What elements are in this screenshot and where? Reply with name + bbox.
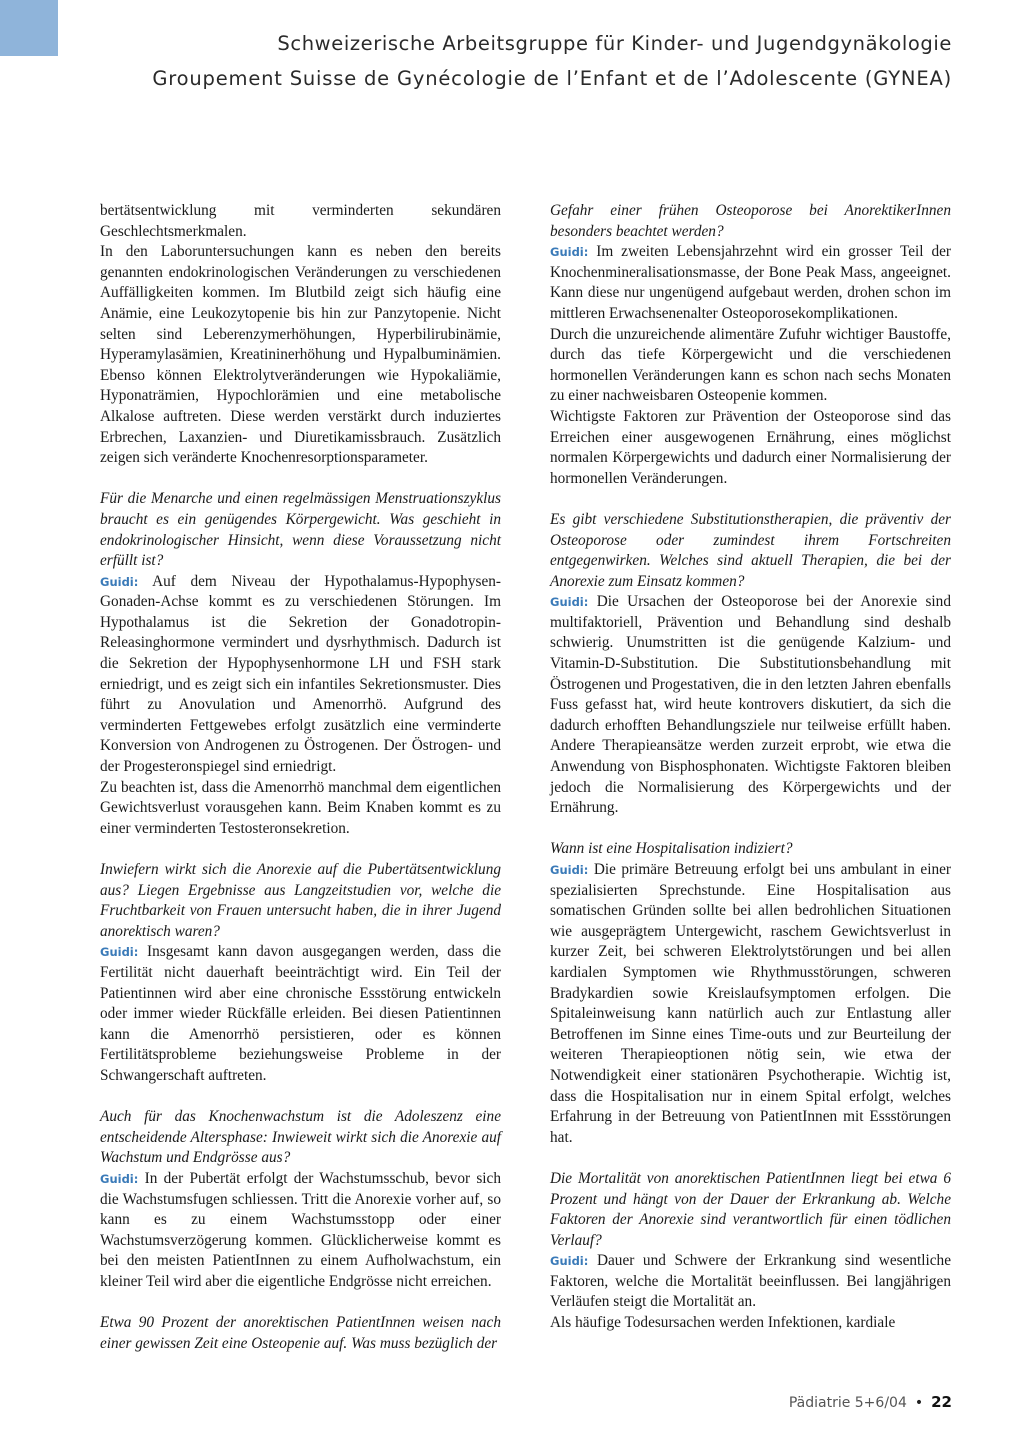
- header-title-german: Schweizerische Arbeitsgruppe für Kinder- und Jugendgynäkologie: [277, 32, 952, 55]
- speaker-label: Guidi:: [100, 574, 139, 589]
- interview-answer: [100, 942, 501, 1086]
- speaker-label: Guidi:: [550, 863, 589, 877]
- interview-question: Es gibt verschiedene Substitutionstherapien, die präventiv der Osteoporose oder zumindest ihrem Fortschreiten entgegenwirken. Welches sind aktuell Therapien, die bei der Anorexie zum Einsatz kommen?: [550, 510, 951, 590]
- interview-question: Gefahr einer frühen Osteoporose bei AnorektikerInnen besonders beachtet werden?: [550, 202, 951, 240]
- paragraph: Durch die unzureichende alimentäre Zufuhr wichtiger Baustoffe, durch das tiefe Körpergewicht und die verschiedenen hormonellen Veränderungen kann es schon nach sechs Monaten zu einer nachweisbaren Osteopenie kommen.: [550, 325, 951, 405]
- interview-question: Inwiefern wirkt sich die Anorexie auf die Pubertätsentwicklung aus? Liegen Ergebnisse aus Langzeitstudien vor, welche die Fruchtbarkeit von Frauen untersucht haben, die in ihrer Jugend anorektisch waren?: [100, 861, 501, 940]
- header-title-french: Groupement Suisse de Gynécologie de l’Enfant et de l’Adolescente (GYNEA): [152, 67, 952, 90]
- speaker-label: Guidi:: [100, 1171, 139, 1186]
- interview-answer: [100, 572, 501, 778]
- answer-text: In der Pubertät erfolgt der Wachstumsschub, bevor sich die Wachstumsfugen schliessen. Tritt die Anorexie vorher auf, so kann es zu einem Wachstumsstopp oder einer Wachstumsverzögerung kommen. Glücklicherweise kommt es bei den meisten PatientInnen zu einem Aufholwachstum, ein kleiner Teil wird aber die eigentliche Endgrösse nicht erreichen.: [100, 1169, 501, 1290]
- paragraph: Wichtigste Faktoren zur Prävention der Osteoporose sind das Erreichen einer ausgewogenen Ernährung, eines möglichst normalen Körpergewichts und dadurch einer Normalisierung der hormonellen Veränderungen.: [550, 407, 951, 487]
- interview-question: Etwa 90 Prozent der anorektischen PatientInnen weisen nach einer gewissen Zeit eine Osteopenie auf. Was muss bezüglich der: [100, 1314, 501, 1352]
- interview-answer: [550, 1251, 951, 1313]
- speaker-label: Guidi:: [550, 1254, 589, 1269]
- interview-answer: [100, 1169, 501, 1293]
- interview-question: Auch für das Knochenwachstum ist die Adoleszenz eine entscheidende Altersphase: Inwieweit wirkt sich die Anorexie auf Wachstum und Endgrösse aus?: [100, 1108, 501, 1167]
- page-footer: [789, 1393, 952, 1411]
- paragraph: Als häufige Todesursachen werden Infektionen, kardiale: [550, 1314, 896, 1332]
- speaker-label: Guidi:: [550, 595, 589, 610]
- interview-question: Die Mortalität von anorektischen PatientInnen liegt bei etwa 6 Prozent und hängt von der Dauer der Erkrankung ab. Welche Faktoren der Anorexie sind verantwortlich für einen tödlichen Verlauf?: [550, 1169, 951, 1249]
- interview-answer: [550, 592, 951, 819]
- interview-answer: [550, 860, 951, 1148]
- answer-text: Die primäre Betreuung erfolgt bei uns ambulant in einer spezialisierten Sprechstunde. Eine Hospitalisation aus somatischen Gründen sollte bei allen bedrohlichen Situationen wie ausgeprägtem Untergewicht, raschem Gewichtsverlust in kurzer Zeit, bei schweren Elektrolytstörungen und bei allen kardialen Symptomen wie Rhythmusstörungen, schweren Bradykardien sowie Kreislaufsymptomen erfolgen. Die Spitaleinweisung kann natürlich auch zur Entlastung aller Betroffenen im Sinne eines Time-outs und zur Beurteilung der weiteren Therapieoptionen nötig sein, wie etwa der Notwendigkeit einer stationären Psychotherapie. Wichtig ist, dass die Hospitalisation nur in einem Spital erfolgt, welches Erfahrung in der Betreuung von PatientInnen mit Essstörungen hat.: [550, 861, 951, 1146]
- paragraph: In den Laboruntersuchungen kann es neben den bereits genannten endokrinologischen Veränderungen zu verschiedenen Auffälligkeiten kommen. Im Blutbild zeigt sich häufig eine Anämie, eine Leukozytopenie bis hin zur Panzytopenie. Nicht selten sind Leberenzymerhöhungen, Hyperbilirubinämie, Hyperamylasämien, Kreatininerhöhung und Hypalbuminämien. Ebenso können Elektrolytveränderungen wie Hypokaliämie, Hyponaträmien, Hypochlorämien und eine metabolische Alkalose auftreten. Diese werden verstärkt durch induziertes Erbrechen, Laxanzien- und Diuretikamissbrauch. Zusätzlich zeigen sich veränderte Knochenresorptionsparameter.: [100, 243, 501, 467]
- journal-issue: Pädiatrie 5+6/04: [788, 1395, 907, 1411]
- speaker-label: Guidi:: [100, 945, 139, 960]
- speaker-label: Guidi:: [550, 245, 589, 260]
- answer-text: Im zweiten Lebensjahrzehnt wird ein grosser Teil der Knochenmineralisationsmasse, der Bone Peak Mass, angeeignet. Kann diese nur ungenügend aufgebaut werden, drohen schon im mittleren Erwachsenenalter Osteoporosekomplikationen.: [550, 243, 952, 322]
- interview-answer: [550, 242, 951, 324]
- corner-color-block: [0, 0, 58, 56]
- interview-question: Wann ist eine Hospitalisation indiziert?: [550, 840, 793, 858]
- page-number: 22: [931, 1393, 952, 1411]
- paragraph: Zu beachten ist, dass die Amenorrhö manchmal dem eigentlichen Gewichtsverlust vorausgehen kann. Beim Knaben kommt es zu einer verminderten Testosteronsekretion.: [100, 778, 501, 837]
- paragraph: bertätsentwicklung mit verminderten sekundären Geschlechtsmerkmalen.: [100, 202, 501, 240]
- answer-text: Dauer und Schwere der Erkrankung sind wesentliche Faktoren, welche die Mortalität beeinflussen. Bei langjährigen Verläufen steigt die Mortalität an.: [550, 1252, 951, 1311]
- left-column: [100, 201, 501, 1354]
- bullet-separator: •: [914, 1395, 924, 1411]
- interview-question: Für die Menarche und einen regelmässigen Menstruationszyklus braucht es ein genügendes Körpergewicht. Was geschieht in endokrinologischer Hinsicht, wenn diese Voraussetzung nicht erfüllt ist?: [100, 490, 501, 570]
- answer-text: Die Ursachen der Osteoporose bei der Anorexie sind multifaktoriell, Prävention und Behandlung sind deshalb schwierig. Unumstritten ist die genügende Kalzium- und Vitamin-D-Substitution. Die Substitutionsbehandlung mit Östrogenen und Progestativen, die in den letzten Jahren ebenfalls Fuss gefasst hat, wird heute kontrovers diskutiert, da sich die dadurch erhofften Behandlungsziele nur teilweise erfüllt haben. Andere Therapieansätze werden zurzeit erprobt, wie etwa die Anwendung von Bisphosphonaten. Wichtigste Faktoren bleiben jedoch die Normalisierung des Körpergewichts und der Ernährung.: [550, 593, 951, 817]
- answer-text: Auf dem Niveau der Hypothalamus-Hypophysen-Gonaden-Achse kommt es zu verschiedenen Störungen. Im Hypothalamus ist die Sekretion der Gonadotropin-Releasinghormone vermindert und dysrhythmisch. Dadurch ist die Sekretion der Hypophysenhormone LH und FSH stark erniedrigt, und es zeigt sich ein infantiles Sekretionsmuster. Dies führt zu Anovulation und Amenorrhö. Aufgrund des verminderten Fettgewebes erfolgt zusätzlich eine verminderte Konversion von Androgenen zu Östrogenen. Der Östrogen- und der Progesteronspiegel sind erniedrigt.: [100, 572, 501, 776]
- answer-text: Insgesamt kann davon ausgegangen werden, dass die Fertilität nicht dauerhaft beeinträchtigt wird. Ein Teil der Patientinnen wird aber eine chronische Essstörung entwickeln oder immer wieder Rückfälle erleiden. Bei diesen Patientinnen kann die Amenorrhö persistieren, oder es können Fertilitätsprobleme beziehungsweise Probleme in der Schwangerschaft auftreten.: [100, 943, 501, 1084]
- right-column: [550, 201, 951, 1334]
